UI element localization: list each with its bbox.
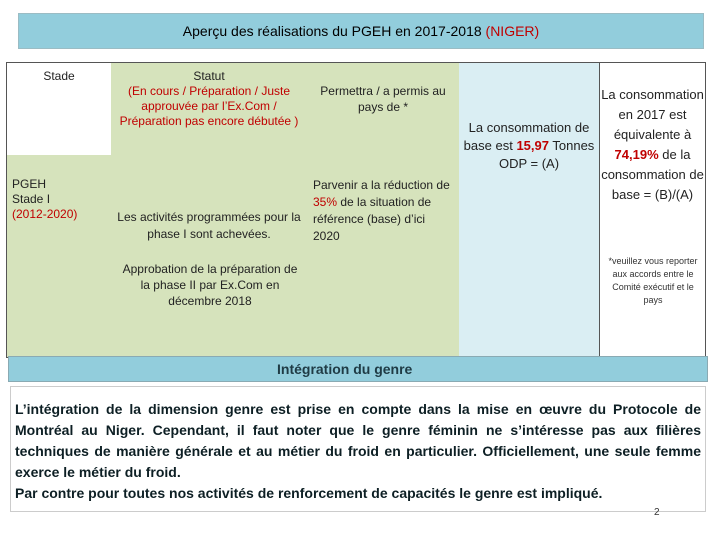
permettra-header: Permettra / a permis au pays de * [307, 63, 459, 155]
consommation-cell [459, 63, 599, 357]
slide-title-text: Aperçu des réalisations du PGEH en 2017-2018 [182, 23, 482, 39]
permettra-percent: 35% [313, 195, 338, 209]
permettra-text-after: de la situation de référence (base) d’ici 2020 [313, 195, 432, 243]
genre-paragraph-1: L’intégration de la dimension genre est prise en compte dans la mise en œuvre du Protocole de Montréal au Niger. Cependant, il faut noter que le genre féminin ne s’intéresse pas aux filières techniques de manière générale et au métier du froid en particulier. Officiellement, une seule femme exerce le métier du froid. [15, 401, 701, 480]
equivalente-value: 74,19% [614, 147, 659, 162]
page-number: 2 [654, 507, 660, 518]
genre-paragraph-2: Par contre pour toutes nos activités de renforcement de capacités le genre est impliqué. [15, 485, 603, 501]
permettra-text-before: Parvenir a la réduction de [313, 178, 450, 192]
consommation-text-before: La consommation de base est [463, 120, 590, 153]
stade-cell [7, 155, 111, 357]
stade-line-3: (2012-2020) [12, 207, 78, 221]
genre-text-box [10, 386, 706, 512]
achievements-table [6, 62, 706, 358]
equivalente-text-after: de la consommation de base = (B)/(A) [601, 147, 704, 202]
slide-title [18, 13, 704, 49]
consommation-text-after: Tonnes ODP = (A) [498, 138, 595, 171]
slide-title-country: (NIGER) [485, 23, 540, 39]
permettra-cell [307, 155, 459, 357]
stade-line-1: PGEH [12, 177, 47, 191]
approbation-note: Approbation de la préparation de la phase II par Ex.Com en décembre 2018 [122, 262, 298, 308]
equivalente-text-before: La consommation en 2017 est équivalente à [601, 87, 704, 142]
statut-header-detail: (En cours / Préparation / Juste approuvée par l’Ex.Com / Préparation pas encore débutée ) [119, 84, 299, 128]
genre-heading: Intégration du genre [8, 356, 708, 382]
footnote: *veuillez vous reporter aux accords entre le Comité exécutif et le pays [608, 256, 698, 305]
statut-header-title: Statut [193, 69, 225, 83]
equivalente-cell [599, 63, 705, 357]
stade-header: Stade [7, 63, 111, 155]
consommation-value: 15,97 [516, 138, 549, 153]
statut-cell: Les activités programmées pour la phase I sont achevées. [111, 155, 307, 357]
statut-header [111, 63, 307, 155]
stade-line-2: Stade I [12, 192, 51, 206]
